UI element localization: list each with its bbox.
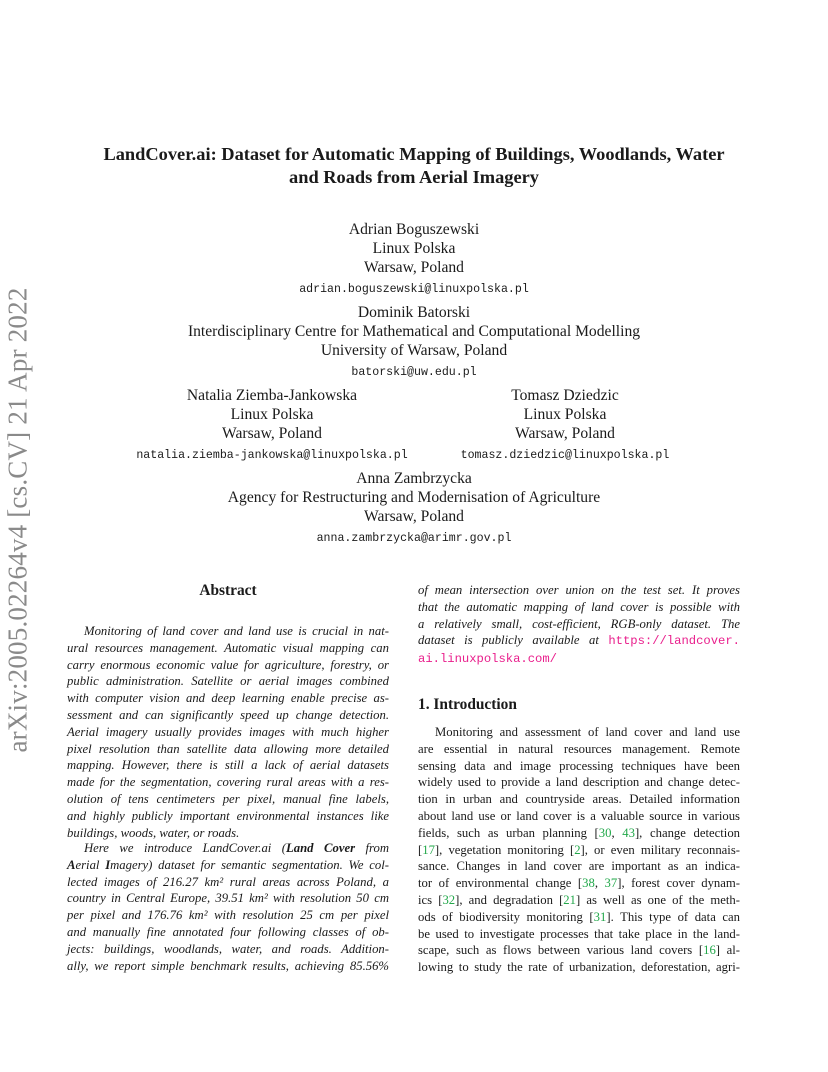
author-name: Dominik Batorski: [357, 304, 471, 321]
citation-link[interactable]: 17: [422, 842, 435, 857]
paper-title: LandCover.ai: Dataset for Automatic Mapping of Buildings, Woodlands, Water and Roads from Aerial Imagery: [103, 144, 725, 187]
citation-link[interactable]: 38: [582, 876, 595, 891]
citation-link[interactable]: 16: [703, 943, 716, 958]
citation-link[interactable]: 30: [598, 825, 612, 840]
author-name: Adrian Boguszewski: [348, 221, 480, 238]
author-block-5: [164, 469, 664, 548]
author-affiliation: Linux Polska: [372, 240, 456, 257]
author-city: Warsaw, Poland: [364, 508, 464, 525]
author-affiliation: Linux Polska: [230, 406, 314, 423]
author-city: Warsaw, Poland: [222, 425, 322, 442]
author-affiliation: Linux Polska: [523, 406, 607, 423]
author-city: Warsaw, Poland: [515, 425, 615, 442]
author-name: Tomasz Dziedzic: [511, 387, 619, 404]
author-affiliation-2: University of Warsaw, Poland: [320, 342, 508, 359]
abstract-paragraph-1: Monitoring of land cover and land use is crucial in nat- ural resources management. Automatic visual mapping can carry enormous economic value for agriculture, forestry, or public administration. Satellite or aerial images combined with computer vision and deep learning enable precise as- sessment and can significantly speed up change detection. Aerial imagery usually provides images with much higher pixel resolution than satellite data allowing more detailed mapping. However, there is still a lack of aerial datasets made for the segmentation, covering rural areas with a res- olution of tens centimeters per pixel, manual fine labels, and highly publicly important environmental instances like buildings, woods, water, or roads.: [67, 624, 389, 840]
author-city: Warsaw, Poland: [364, 259, 464, 276]
citation-link[interactable]: 31: [593, 909, 607, 924]
author-block-1: [214, 220, 614, 299]
author-email[interactable]: anna.zambrzycka@arimr.gov.pl: [316, 532, 512, 545]
author-email[interactable]: natalia.ziemba-jankowska@linuxpolska.pl: [136, 449, 408, 462]
abstract-paragraph-2: Here we introduce LandCover.ai (Land Cover from Aerial Imagery) dataset for semantic segmentation. We col- lected images of 216.27 km² rural areas across Poland, a country in Central Europe, 39.51 km² with resolution 50 cm per pixel and 176.76 km² with resolution 25 cm per pixel and manually fine annotated four following classes of ob- jects: buildings, woodlands, water, and roads. Addition- ally, we report simple benchmark results, achieving 85.56%: [67, 841, 390, 973]
citation-link[interactable]: 43: [622, 825, 635, 840]
citation-link[interactable]: 2: [574, 842, 581, 857]
author-email[interactable]: batorski@uw.edu.pl: [351, 366, 477, 379]
author-block-3: [122, 386, 422, 465]
author-affiliation: Agency for Restructuring and Modernisation of Agriculture: [227, 489, 601, 506]
abstract-continuation: of mean intersection over union on the test set. It proves that the automatic mapping of land cover is possible with a relatively small, cost-efficient, RGB-only dataset. The dataset is publicly available at https://landcover. ai.linuxpolska.com/: [418, 583, 740, 667]
citation-link[interactable]: 37: [604, 876, 618, 891]
author-name: Natalia Ziemba-Jankowska: [186, 387, 358, 404]
author-block-2: [114, 303, 714, 382]
author-name: Anna Zambrzycka: [356, 470, 472, 487]
abstract-heading: Abstract: [199, 582, 257, 599]
introduction-heading: 1. Introduction: [418, 696, 517, 713]
author-affiliation: Interdisciplinary Centre for Mathematical and Computational Modelling: [187, 323, 641, 340]
dataset-url-link-cont[interactable]: ai.linuxpolska.com/: [418, 652, 557, 667]
author-email[interactable]: tomasz.dziedzic@linuxpolska.pl: [460, 449, 670, 462]
author-email[interactable]: adrian.boguszewski@linuxpolska.pl: [299, 283, 529, 296]
citation-link[interactable]: 21: [563, 892, 576, 907]
dataset-url-link[interactable]: https://landcover.: [608, 634, 740, 649]
citation-link[interactable]: 32: [442, 892, 456, 907]
author-block-4: [440, 386, 690, 465]
introduction-body: Monitoring and assessment of land cover and land use are essential in natural resources management. Remote sensing data and image processing techniques have been widely used to provide a land description and change detec- tion in urban and countryside areas. Detailed information about land use or land cover is a valuable source in various fields, such as urban planning [30, 43], change detection [17], vegetation monitoring [2], or even military reconnais- sance. Changes in land cover are important as an indica- tor of environmental change [38, 37], forest cover dynam- ics [32], and degradation [21] as well as one of the meth- ods of biodiversity monitoring [31]. This type of data can be used to investigate processes that take place in the land- scape, such as flows between various land covers [16] al- lowing to study the rate of urbanization, deforestation, agri-: [418, 725, 741, 975]
